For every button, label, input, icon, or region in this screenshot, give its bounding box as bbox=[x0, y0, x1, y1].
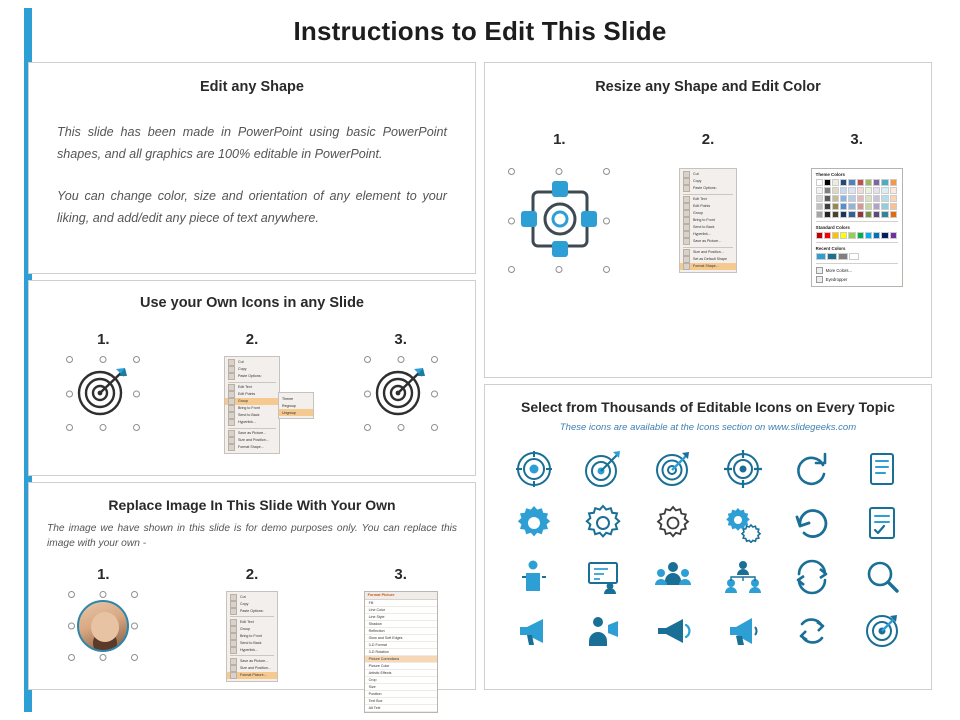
more-colors-label: More Colors... bbox=[825, 268, 852, 273]
replace-image-shot-3 bbox=[326, 591, 475, 713]
recent-color-swatches[interactable] bbox=[816, 253, 898, 260]
settings-gear-icon[interactable] bbox=[653, 503, 693, 543]
panel-replace-image bbox=[28, 482, 476, 710]
replace-image-shot-2 bbox=[178, 591, 327, 682]
menu-item-group[interactable] bbox=[227, 626, 277, 633]
menu-item-label: Size and Position... bbox=[240, 665, 271, 670]
target-arrow-icon bbox=[75, 365, 131, 417]
menu-item-edit-text[interactable] bbox=[225, 384, 279, 391]
dialog-row[interactable]: Size bbox=[365, 684, 437, 691]
menu-item-format-shape[interactable] bbox=[225, 444, 279, 451]
panel-own-icons bbox=[28, 280, 476, 476]
resize-shape-illustrations bbox=[485, 168, 931, 287]
menu-item-paste-options[interactable] bbox=[225, 373, 279, 380]
step-number-1: 1. bbox=[553, 131, 566, 148]
theme-colors-label: Theme Colors bbox=[815, 172, 845, 177]
palette-icon bbox=[816, 267, 823, 274]
resize-shape-shot-2 bbox=[634, 168, 783, 273]
resize-shape-step-numbers bbox=[485, 131, 931, 148]
panel-icon-library-subtitle: These icons are available at the Icons section on www.slidegeeks.com bbox=[559, 422, 857, 433]
menu-item-bring-to-front[interactable] bbox=[680, 217, 736, 224]
format-picture-dialog-title: Format Picture bbox=[365, 592, 437, 600]
menu-item-hyperlink[interactable] bbox=[680, 231, 736, 238]
menu-item-send-to-back[interactable] bbox=[225, 412, 279, 419]
context-menu[interactable] bbox=[224, 356, 280, 454]
standard-color-swatches[interactable] bbox=[816, 232, 898, 239]
menu-item-label: Edit Text bbox=[238, 385, 252, 390]
menu-item-send-to-back[interactable] bbox=[227, 640, 277, 647]
menu-item-edit-text[interactable] bbox=[227, 619, 277, 626]
menu-item-size-and-position[interactable] bbox=[227, 665, 277, 672]
menu-item-label: Copy bbox=[238, 367, 247, 372]
standard-colors-label: Standard Colors bbox=[815, 225, 850, 230]
page-title: Instructions to Edit This Slide bbox=[293, 16, 667, 46]
panel-edit-shape bbox=[28, 62, 476, 274]
recycle-arrows-icon[interactable] bbox=[792, 611, 832, 651]
menu-item-group[interactable] bbox=[680, 210, 736, 217]
step-number-1: 1. bbox=[97, 565, 110, 583]
magnifier-icon[interactable] bbox=[862, 557, 902, 597]
menu-item-edit-text[interactable] bbox=[680, 196, 736, 203]
target-arrow-colored-icon bbox=[373, 365, 429, 417]
crosshair-icon[interactable] bbox=[723, 449, 763, 489]
swatch-row[interactable] bbox=[816, 187, 898, 194]
panel-resize-shape-title: Resize any Shape and Edit Color bbox=[595, 79, 821, 95]
submenu-item-label: Theme bbox=[282, 396, 294, 401]
recent-colors-label: Recent Colors bbox=[815, 246, 846, 251]
dialog-row[interactable]: Picture Color bbox=[365, 663, 437, 670]
menu-item-label: Send to Back bbox=[693, 225, 715, 230]
eyedropper-option[interactable] bbox=[816, 276, 898, 283]
own-icons-illustrations bbox=[29, 356, 475, 454]
menu-item-copy[interactable] bbox=[227, 601, 277, 608]
menu-item-paste-options[interactable] bbox=[680, 185, 736, 192]
menu-item-label: Copy bbox=[240, 601, 249, 606]
selection-handles-group bbox=[66, 356, 140, 431]
menu-item-label: Group bbox=[238, 399, 248, 404]
dialog-row[interactable]: Reflection bbox=[365, 628, 437, 635]
menu-item-hyperlink[interactable] bbox=[225, 419, 279, 426]
target-dart-icon[interactable] bbox=[653, 449, 693, 489]
person-podium-icon[interactable] bbox=[514, 557, 554, 597]
menu-item-label: Size and Position... bbox=[238, 438, 269, 443]
group-people-icon[interactable] bbox=[653, 557, 693, 597]
replace-image-step-numbers bbox=[29, 566, 475, 583]
replace-image-note: The image we have shown in this slide is for demo purposes only. You can replace this image with your own - bbox=[47, 523, 457, 550]
announcement-icon[interactable] bbox=[723, 611, 763, 651]
submenu-item-label: Regroup bbox=[282, 403, 296, 408]
checklist-icon[interactable] bbox=[862, 503, 902, 543]
menu-item-label: Format Shape... bbox=[693, 264, 719, 269]
menu-item-label: Edit Text bbox=[693, 197, 707, 202]
document-list-icon[interactable] bbox=[862, 449, 902, 489]
replace-image-illustrations bbox=[29, 591, 475, 713]
panel-icon-library bbox=[484, 384, 932, 690]
menu-item-copy[interactable] bbox=[225, 366, 279, 373]
menu-item-label: Save as Picture... bbox=[238, 431, 267, 436]
menu-item-label: Cut bbox=[693, 172, 699, 177]
menu-item-edit-points[interactable] bbox=[225, 391, 279, 398]
menu-item-label: Send to Back bbox=[240, 640, 262, 645]
menu-item-save-as-picture[interactable] bbox=[225, 430, 279, 437]
gear-solid-icon[interactable] bbox=[514, 503, 554, 543]
menu-item-label: Format Picture... bbox=[240, 672, 267, 677]
dialog-row[interactable]: Text Box bbox=[365, 698, 437, 705]
menu-item-edit-points[interactable] bbox=[680, 203, 736, 210]
resize-target-shape-icon bbox=[517, 177, 601, 259]
target-arrow-icon[interactable] bbox=[583, 449, 623, 489]
menu-item-group[interactable] bbox=[225, 398, 279, 405]
menu-item-bring-to-front[interactable] bbox=[227, 633, 277, 640]
dialog-row[interactable]: Artistic Effects bbox=[365, 670, 437, 677]
dialog-row[interactable]: Shadow bbox=[365, 621, 437, 628]
menu-item-label: Bring to Front bbox=[240, 633, 262, 638]
menu-item-label: Edit Text bbox=[240, 619, 254, 624]
menu-item-label: Paste Options: bbox=[238, 374, 262, 379]
target-check-icon[interactable] bbox=[862, 611, 902, 651]
step-number-2: 2. bbox=[245, 565, 259, 583]
gear-outline-icon[interactable] bbox=[583, 503, 623, 543]
panel-resize-shape bbox=[484, 62, 932, 378]
menu-item-cut[interactable] bbox=[225, 359, 279, 366]
submenu-item-label: Ungroup bbox=[282, 410, 296, 415]
step-number-3: 3. bbox=[394, 565, 407, 583]
menu-item-hyperlink[interactable] bbox=[227, 647, 277, 654]
menu-item-label: Hyperlink... bbox=[240, 647, 258, 652]
menu-item-label: Hyperlink... bbox=[238, 420, 256, 425]
step-number-2: 2. bbox=[245, 331, 259, 348]
dialog-row[interactable]: Glow and Soft Edges bbox=[365, 635, 437, 642]
panel-replace-image-title: Replace Image In This Slide With Your Own bbox=[108, 497, 396, 513]
swatch-row[interactable] bbox=[816, 179, 898, 186]
menu-item-save-as-picture[interactable] bbox=[227, 658, 277, 665]
own-icons-shot-1 bbox=[29, 356, 178, 431]
menu-item-label: Send to Back bbox=[238, 413, 260, 418]
step-number-3: 3. bbox=[850, 131, 863, 148]
menu-item-copy[interactable] bbox=[680, 178, 736, 185]
more-colors-option[interactable] bbox=[816, 267, 898, 274]
theme-color-swatches[interactable] bbox=[816, 179, 898, 218]
swatch-row[interactable] bbox=[816, 195, 898, 202]
own-icons-shot-3 bbox=[326, 356, 475, 431]
menu-item-label: Save as Picture... bbox=[693, 239, 722, 244]
menu-item-set-as-default-shape[interactable] bbox=[680, 256, 736, 263]
menu-item-label: Cut bbox=[238, 360, 244, 365]
menu-item-label: Set as Default Shape bbox=[693, 257, 727, 262]
color-picker-panel[interactable] bbox=[811, 168, 903, 287]
menu-item-paste-options[interactable] bbox=[227, 608, 277, 615]
menu-item-label: Edit Points bbox=[238, 392, 256, 397]
context-submenu[interactable] bbox=[278, 392, 314, 419]
eyedropper-label: Eyedropper bbox=[825, 277, 848, 282]
dialog-row[interactable]: 3-D Rotation bbox=[365, 649, 437, 656]
menu-item-send-to-back[interactable] bbox=[680, 224, 736, 231]
dialog-row[interactable]: Fill bbox=[365, 600, 437, 607]
menu-item-label: Hyperlink... bbox=[693, 232, 711, 237]
menu-item-label: Bring to Front bbox=[693, 218, 715, 223]
own-icons-step-numbers bbox=[29, 331, 475, 348]
submenu-item-ungroup[interactable] bbox=[279, 409, 313, 416]
dialog-row[interactable]: 3-D Format bbox=[365, 642, 437, 649]
dialog-row[interactable]: Crop bbox=[365, 677, 437, 684]
swatch-row[interactable] bbox=[816, 211, 898, 218]
format-picture-dialog[interactable] bbox=[364, 591, 438, 713]
menu-item-label: Save as Picture... bbox=[240, 658, 269, 663]
team-structure-icon[interactable] bbox=[723, 557, 763, 597]
menu-item-label: Paste Options: bbox=[240, 608, 264, 613]
menu-item-format-shape[interactable] bbox=[680, 263, 736, 270]
menu-item-label: Edit Points bbox=[693, 204, 711, 209]
resize-shape-shot-3 bbox=[782, 168, 931, 287]
menu-item-size-and-position[interactable] bbox=[680, 249, 736, 256]
refresh-arrow-icon[interactable] bbox=[792, 503, 832, 543]
loudspeaker-icon[interactable] bbox=[653, 611, 693, 651]
menu-item-label: Size and Position... bbox=[693, 250, 724, 255]
person-speaking-icon[interactable] bbox=[583, 611, 623, 651]
selection-handles-group-recolored bbox=[364, 356, 438, 431]
step-number-3: 3. bbox=[394, 331, 407, 348]
submenu-item-regroup[interactable] bbox=[279, 402, 313, 409]
own-icons-shot-2 bbox=[178, 356, 327, 454]
step-number-1: 1. bbox=[97, 331, 110, 348]
panel-edit-shape-title: Edit any Shape bbox=[200, 79, 304, 95]
menu-item-label: Format Shape... bbox=[238, 445, 264, 450]
menu-item-label: Paste Options: bbox=[693, 186, 717, 191]
menu-item-label: Bring to Front bbox=[238, 406, 260, 411]
dialog-row[interactable]: Alt Text bbox=[365, 705, 437, 712]
menu-item-cut[interactable] bbox=[227, 594, 277, 601]
megaphone-icon[interactable] bbox=[514, 611, 554, 651]
presentation-person-icon[interactable] bbox=[583, 557, 623, 597]
edit-shape-paragraph-1: This slide has been made in PowerPoint using basic PowerPoint shapes, and all graphics are 100% editable in PowerPoint. bbox=[57, 125, 447, 162]
menu-item-cut[interactable] bbox=[680, 171, 736, 178]
submenu-item-theme[interactable] bbox=[279, 395, 313, 402]
menu-item-save-as-picture[interactable] bbox=[680, 238, 736, 245]
menu-item-label: Group bbox=[240, 626, 250, 631]
picture-context-menu[interactable] bbox=[226, 591, 278, 682]
dialog-row[interactable]: Line Style bbox=[365, 614, 437, 621]
menu-item-format-picture[interactable] bbox=[227, 672, 277, 679]
context-menu-with-submenu[interactable] bbox=[224, 356, 296, 454]
swatch-row[interactable] bbox=[816, 203, 898, 210]
menu-item-label: Group bbox=[693, 211, 703, 216]
menu-item-label: Cut bbox=[240, 594, 246, 599]
dialog-row[interactable]: Picture Corrections bbox=[365, 656, 437, 663]
dialog-row[interactable]: Position bbox=[365, 691, 437, 698]
icon-library-grid bbox=[499, 449, 917, 651]
edit-shape-paragraph-2: You can change color, size and orientation of any element to your liking, and add/edit any piece of text anywhere. bbox=[57, 189, 447, 226]
menu-item-bring-to-front[interactable] bbox=[225, 405, 279, 412]
selection-handles-shape bbox=[508, 168, 610, 273]
refresh-clockwise-icon[interactable] bbox=[792, 449, 832, 489]
sync-arrows-icon[interactable] bbox=[792, 557, 832, 597]
demo-portrait-image bbox=[77, 600, 129, 652]
selection-handles-photo bbox=[68, 591, 138, 661]
shape-context-menu[interactable] bbox=[679, 168, 737, 273]
eyedropper-icon bbox=[816, 276, 823, 283]
menu-item-label: Copy bbox=[693, 179, 702, 184]
gears-multiple-icon[interactable] bbox=[723, 503, 763, 543]
dialog-row[interactable]: Line Color bbox=[365, 607, 437, 614]
panel-own-icons-title: Use your Own Icons in any Slide bbox=[140, 295, 364, 311]
resize-shape-shot-1 bbox=[485, 168, 634, 273]
menu-item-size-and-position[interactable] bbox=[225, 437, 279, 444]
replace-image-shot-1 bbox=[29, 591, 178, 661]
step-number-2: 2. bbox=[701, 131, 715, 148]
target-icon[interactable] bbox=[514, 449, 554, 489]
panel-icon-library-title: Select from Thousands of Editable Icons on Every Topic bbox=[521, 399, 895, 415]
